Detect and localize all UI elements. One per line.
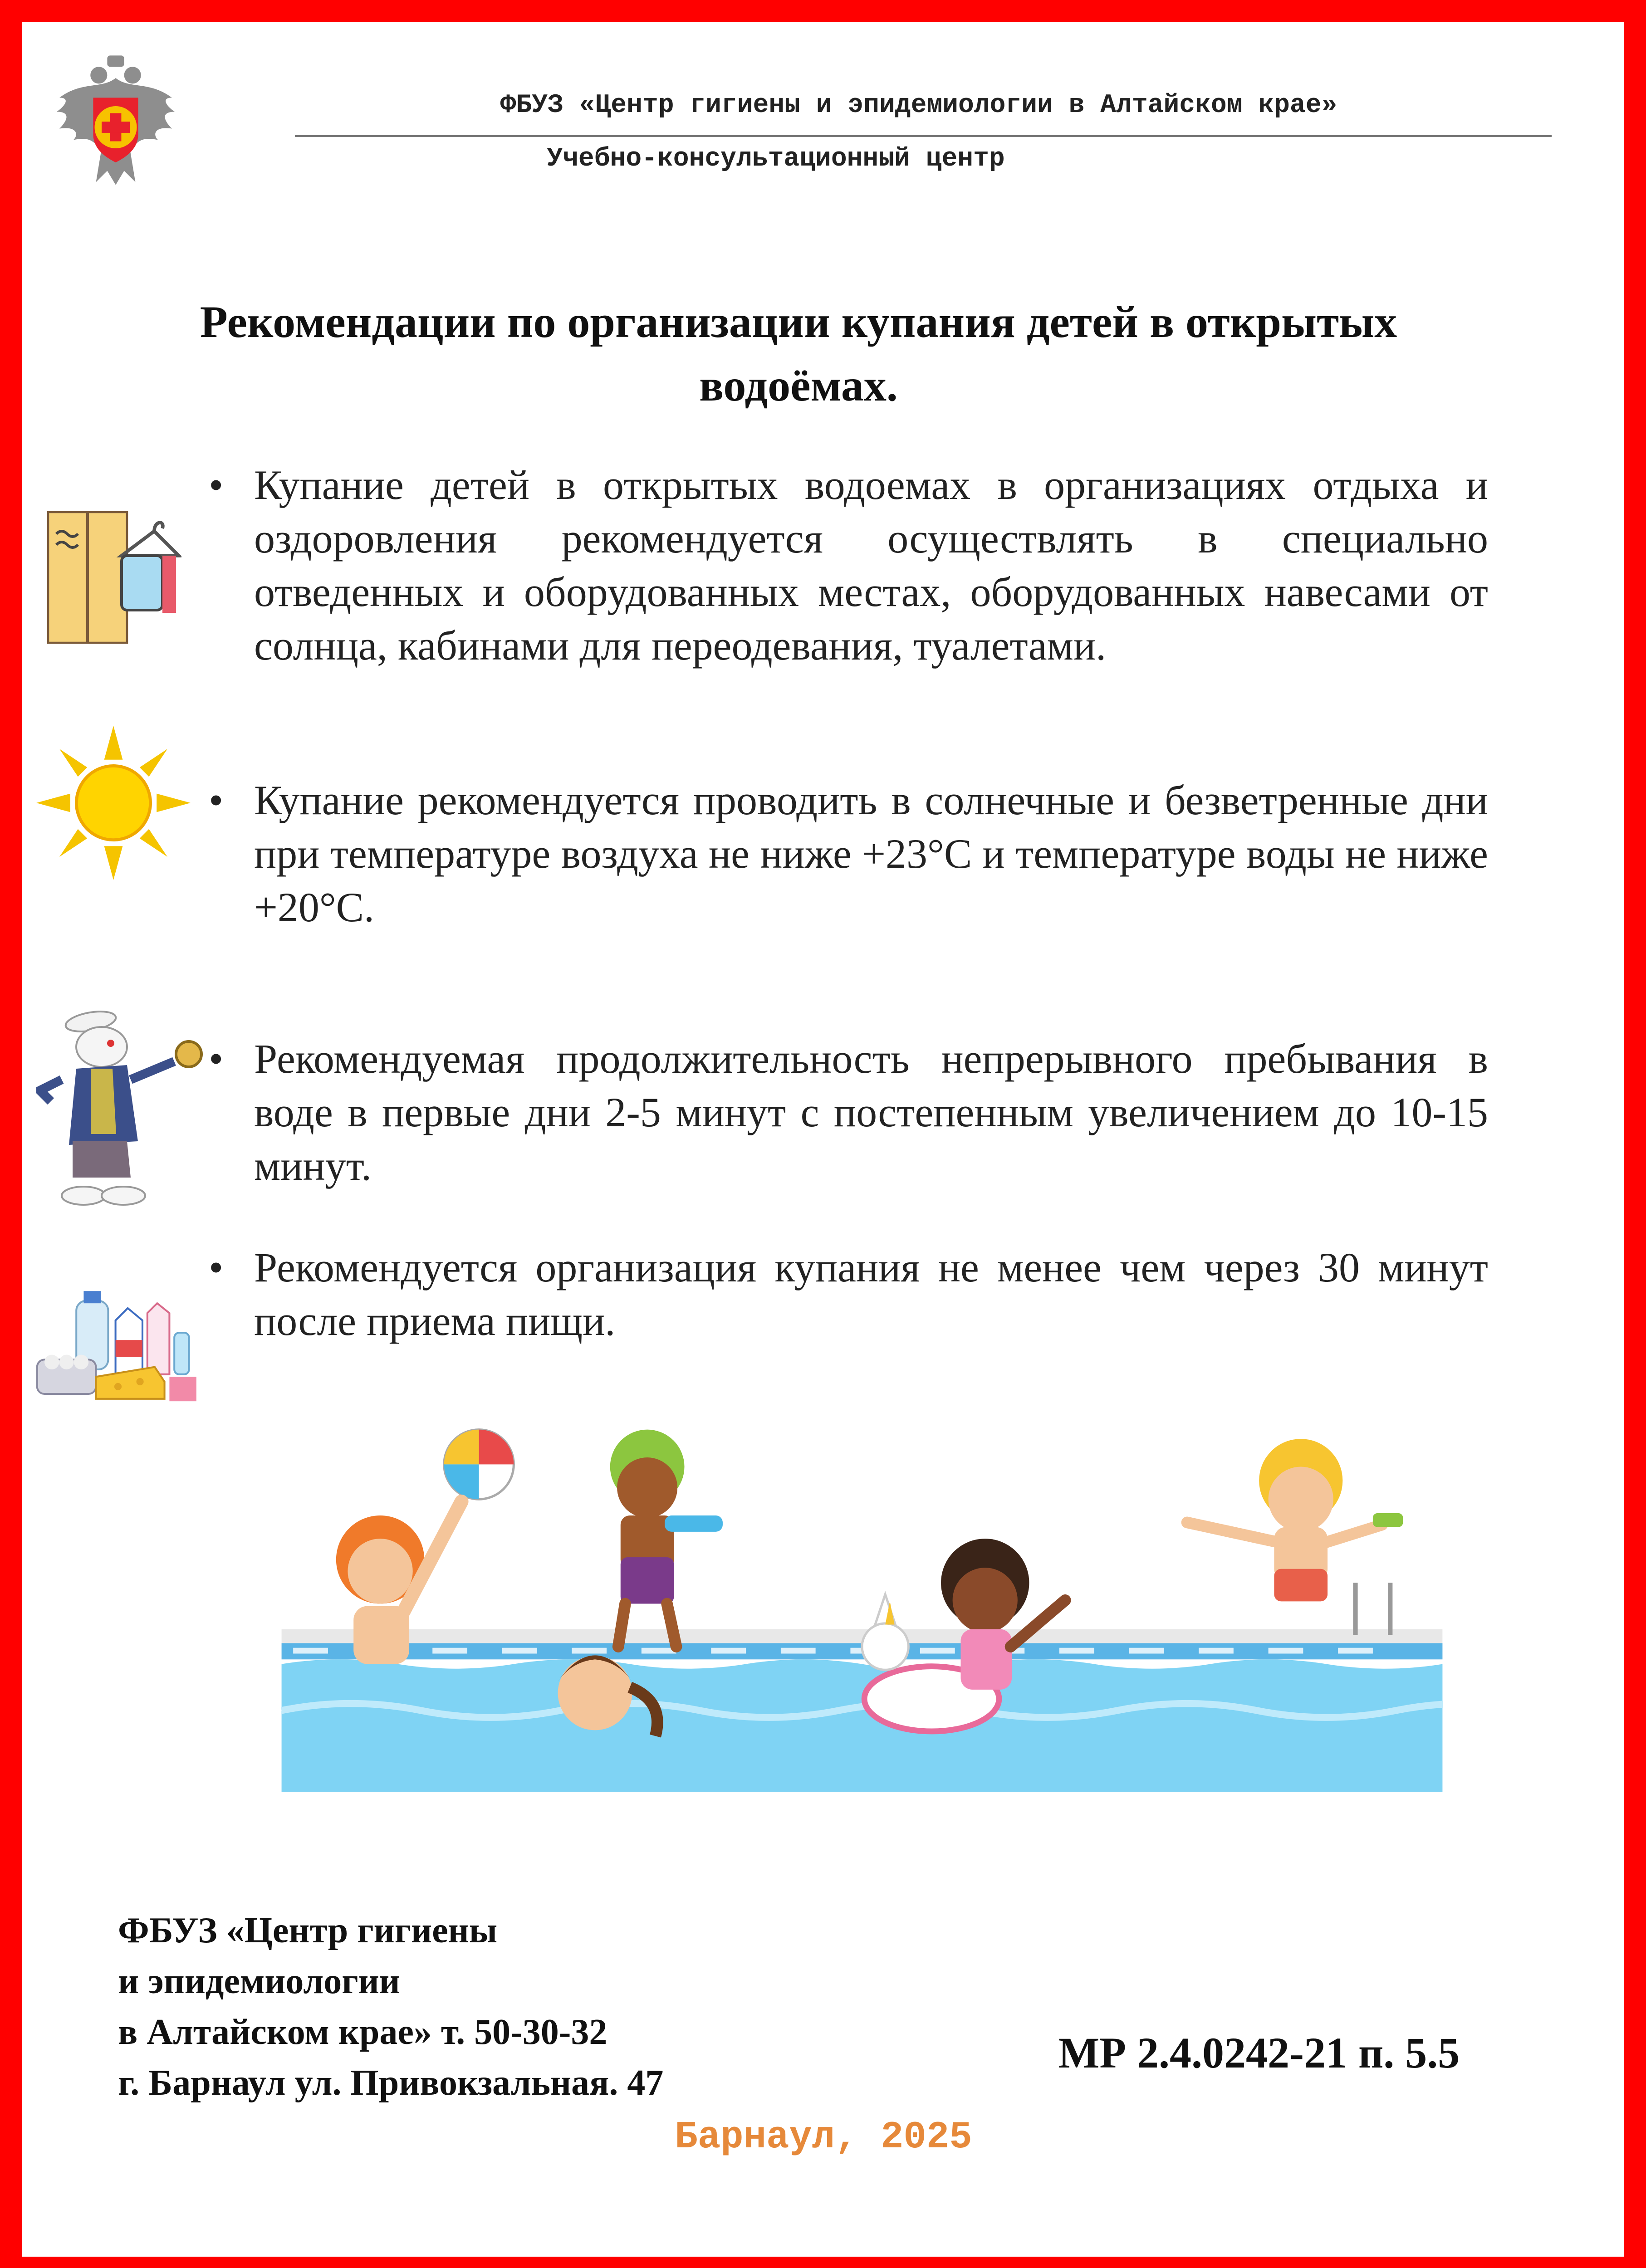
bullet: •: [209, 777, 224, 823]
footer-organization-contacts: [118, 1905, 799, 2108]
page-title: Рекомендации по организации купания детей в открытых водоёмах.: [200, 297, 1397, 411]
sun-icon: [36, 726, 191, 880]
footer-org-line: в Алтайском крае» т. 50-30-32: [118, 2012, 607, 2052]
recommendation-item: [209, 1032, 1488, 1193]
recommendation-text: Купание детей в открытых водоемах в организациях отдыха и оздоровления рекомендуется осуществлять в специально отведенных и оборудованных местах, оборудованных навесами от солнца, кабинами для переодевания, туалетами.: [254, 462, 1488, 669]
bullet: •: [209, 462, 224, 508]
footer-org-line: и эпидемиологии: [118, 1961, 400, 2001]
rabbit-pocket-watch-icon: [36, 1007, 218, 1207]
bullet: •: [209, 1036, 224, 1082]
recommendation-text: Купание рекомендуется проводить в солнечные и безветренные дни при температуре воздуха не ниже +23°С и температуре воды не ниже +20°С.: [254, 777, 1488, 930]
recommendation-item: [209, 773, 1488, 934]
food-products-icon: [32, 1284, 204, 1406]
footer-org-line: г. Барнаул ул. Привокзальная. 47: [118, 2063, 664, 2103]
locker-hanger-icon: [45, 499, 181, 653]
place-and-year: Барнаул, 2025: [675, 2116, 972, 2159]
recommendation-item: [209, 458, 1488, 672]
bullet: •: [209, 1244, 224, 1290]
double-headed-eagle-emblem-icon: [45, 50, 186, 191]
recommendation-text: Рекомендуется организация купания не менее чем через 30 минут после приема пищи.: [254, 1244, 1488, 1344]
header-divider: [295, 135, 1552, 137]
children-in-pool-illustration: [281, 1397, 1443, 1792]
footer-org-line: ФБУЗ «Центр гигиены: [118, 1911, 498, 1950]
organization-name: ФБУЗ «Центр гигиены и эпидемиологии в Алтайском крае»: [500, 91, 1337, 120]
subunit-name: Учебно-консультационный центр: [547, 144, 1005, 174]
regulation-reference: МР 2.4.0242-21 п. 5.5: [1058, 2028, 1460, 2077]
recommendation-text: Рекомендуемая продолжительность непрерывного пребывания в воде в первые дни 2-5 минут с постепенным увеличением до 10-15 минут.: [254, 1036, 1488, 1189]
recommendation-item: [209, 1241, 1488, 1348]
